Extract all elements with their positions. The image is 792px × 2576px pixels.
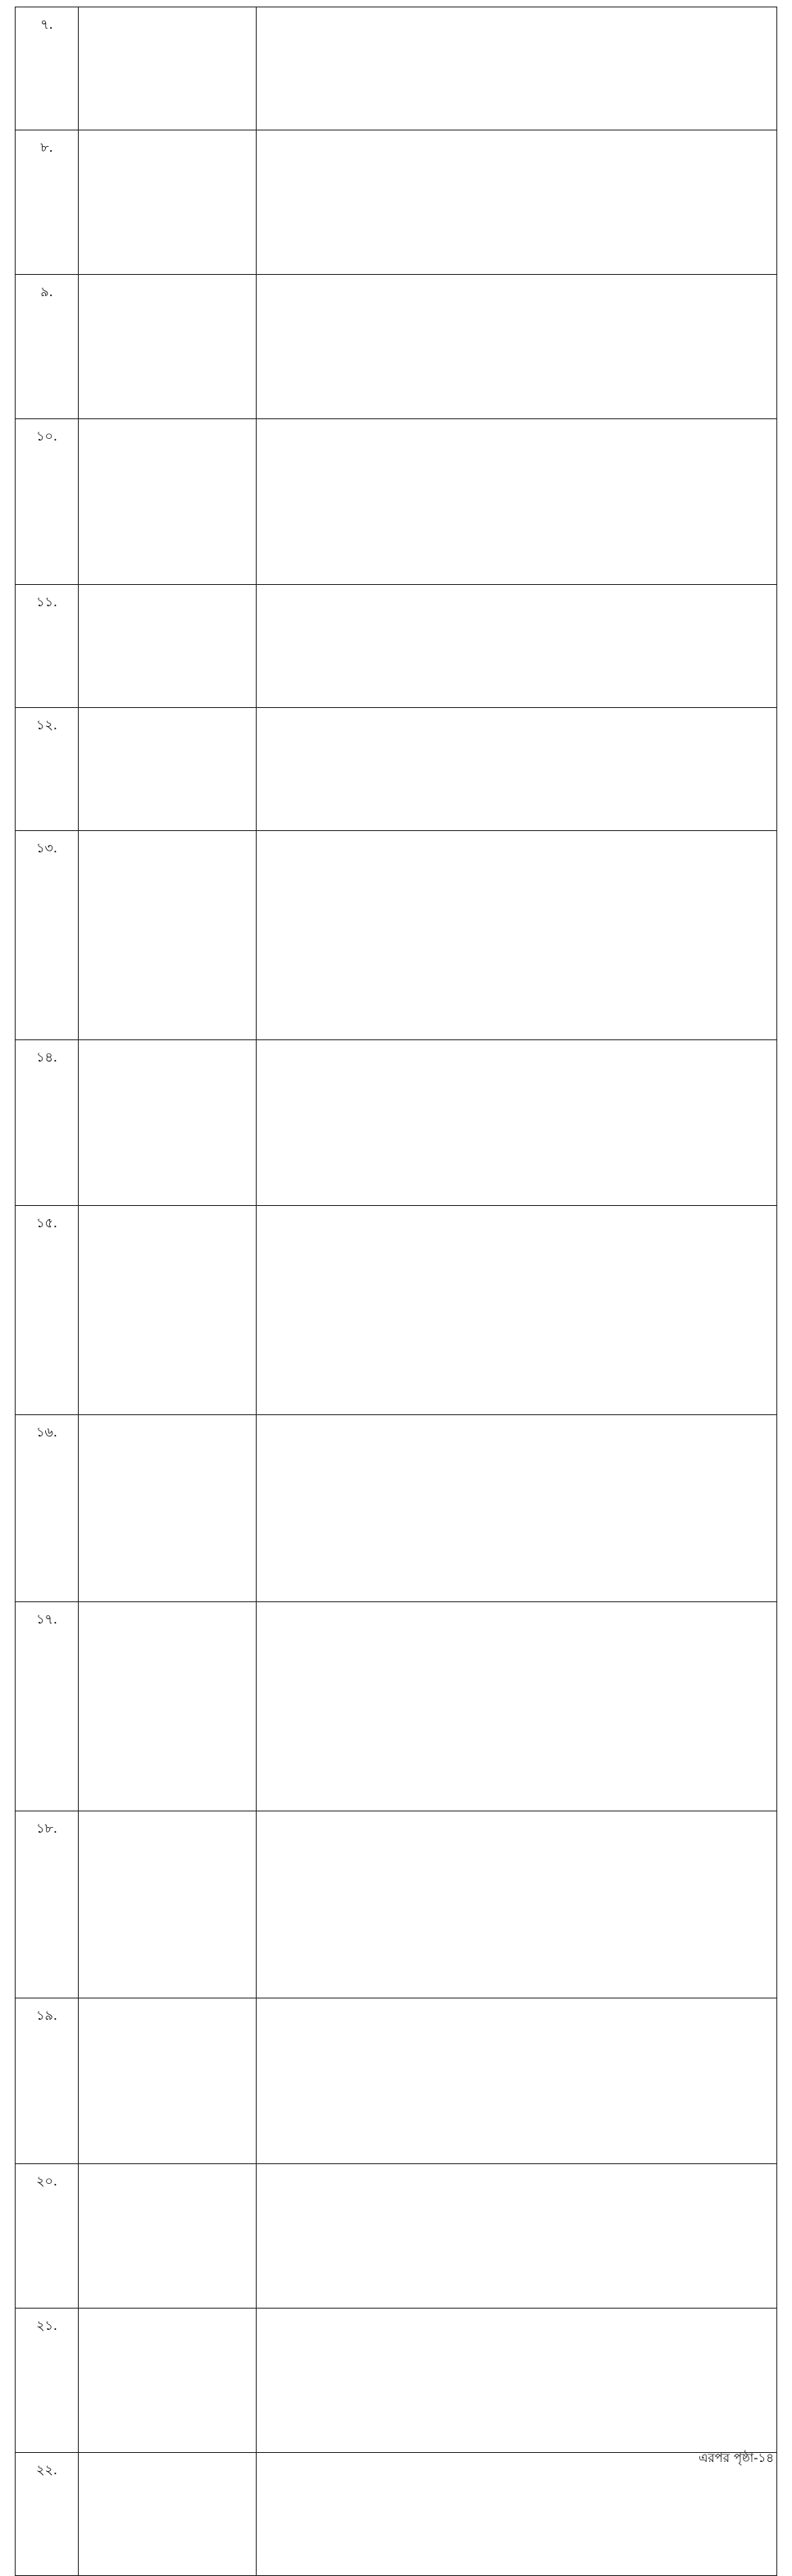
post-requirements <box>257 1415 777 1602</box>
row-number: ২০. <box>16 2164 79 2309</box>
table-row <box>16 708 777 831</box>
row-number: ১৩. <box>16 831 79 1040</box>
post-title <box>79 708 257 831</box>
table-row <box>16 585 777 708</box>
post-title <box>79 7 257 130</box>
post-requirements <box>257 831 777 1040</box>
table-row <box>16 275 777 419</box>
post-title <box>79 585 257 708</box>
row-number: ৯. <box>16 275 79 419</box>
table-row <box>16 1040 777 1206</box>
post-requirements <box>257 1811 777 1998</box>
post-requirements <box>257 2164 777 2309</box>
post-title <box>79 2453 257 2576</box>
table-row <box>16 7 777 130</box>
post-title <box>79 1040 257 1206</box>
row-number: ২২. <box>16 2453 79 2576</box>
row-number: ২১. <box>16 2309 79 2453</box>
post-title <box>79 2309 257 2453</box>
table-row <box>16 2164 777 2309</box>
row-number: ৭. <box>16 7 79 130</box>
row-number: ১৬. <box>16 1415 79 1602</box>
post-requirements <box>257 1602 777 1811</box>
table-row <box>16 1206 777 1415</box>
post-title <box>79 1206 257 1415</box>
post-requirements <box>257 708 777 831</box>
post-requirements <box>257 419 777 585</box>
post-requirements <box>257 130 777 275</box>
table-row <box>16 2453 777 2576</box>
table-row <box>16 1811 777 1998</box>
row-number: ১১. <box>16 585 79 708</box>
table-row <box>16 1998 777 2164</box>
post-requirements <box>257 2309 777 2453</box>
page-footer: এরপর পৃষ্ঠা-১৪ <box>698 2450 774 2465</box>
table-row <box>16 2309 777 2453</box>
post-title <box>79 275 257 419</box>
post-title <box>79 419 257 585</box>
table-row <box>16 1602 777 1811</box>
post-requirements <box>257 1040 777 1206</box>
post-title <box>79 2164 257 2309</box>
table-row <box>16 130 777 275</box>
row-number: ১৮. <box>16 1811 79 1998</box>
post-title <box>79 130 257 275</box>
row-number: ১৫. <box>16 1206 79 1415</box>
table-row <box>16 831 777 1040</box>
post-title <box>79 1602 257 1811</box>
row-number: ১৪. <box>16 1040 79 1206</box>
qualification-table <box>15 7 777 2576</box>
row-number: ৮. <box>16 130 79 275</box>
table-row <box>16 1415 777 1602</box>
post-requirements <box>257 1998 777 2164</box>
post-requirements <box>257 2453 777 2576</box>
post-requirements <box>257 585 777 708</box>
post-title <box>79 831 257 1040</box>
post-requirements <box>257 7 777 130</box>
row-number: ১০. <box>16 419 79 585</box>
row-number: ১৯. <box>16 1998 79 2164</box>
post-title <box>79 1811 257 1998</box>
row-number: ১২. <box>16 708 79 831</box>
post-title <box>79 1998 257 2164</box>
post-requirements <box>257 275 777 419</box>
post-title <box>79 1415 257 1602</box>
post-requirements <box>257 1206 777 1415</box>
row-number: ১৭. <box>16 1602 79 1811</box>
table-row <box>16 419 777 585</box>
